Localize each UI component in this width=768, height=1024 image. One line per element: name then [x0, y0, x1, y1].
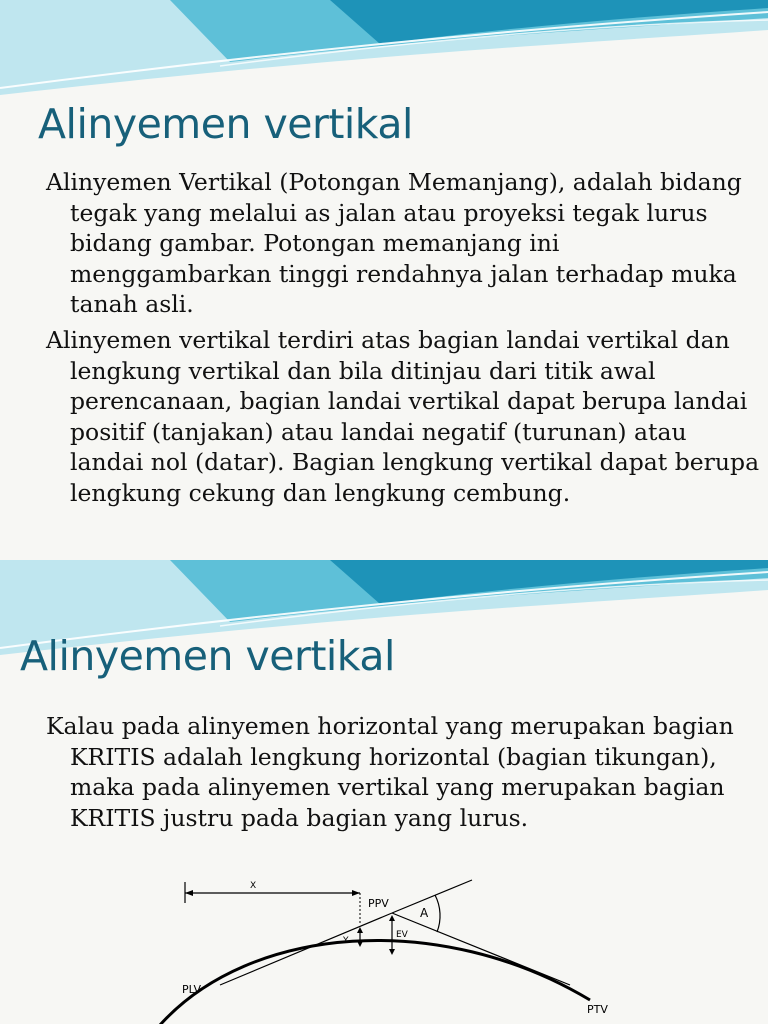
- tangent-right: [392, 913, 570, 985]
- slide-title: Alinyemen vertikal: [38, 100, 413, 148]
- label-plv: PLV: [182, 983, 202, 996]
- label-ev: EV: [396, 930, 408, 940]
- label-ppv: PPV: [368, 897, 389, 910]
- tangent-extension: [392, 880, 472, 913]
- label-y: Y: [343, 936, 349, 946]
- paragraph-definition: Alinyemen Vertikal (Potongan Memanjang), adalah bidang tegak yang melalui as jalan atau proyeksi tegak lurus bidang gambar. Potongan memanjang ini menggambarkan tinggi rendahnya jalan terhadap muka tanah asli.: [46, 168, 742, 318]
- label-ptv: PTV: [587, 1003, 608, 1016]
- paragraph-components: Alinyemen vertikal terdiri atas bagian landai vertikal dan lengkung vertikal dan bila ditinjau dari titik awal perencanaan, bagian landai vertikal dapat berupa landai positif (tanjakan) atau landai negatif (turunan) atau landai nol (datar). Bagian lengkung vertikal dapat berupa lengkung cekung dan lengkung cembung.: [46, 326, 760, 507]
- label-a: A: [420, 906, 429, 920]
- label-x: X: [250, 881, 257, 891]
- paragraph-critical: Kalau pada alinyemen horizontal yang merupakan bagian KRITIS adalah lengkung horizontal (bagian tikungan), maka pada alinyemen vertikal yang merupakan bagian KRITIS justru pada bagian yang lurus.: [46, 712, 734, 832]
- crest-curve: [160, 940, 590, 1024]
- tangent-left: [220, 913, 392, 985]
- vertical-curve-diagram: [150, 875, 630, 1024]
- slide-2: [0, 560, 768, 1024]
- angle-a-arc: [435, 895, 440, 932]
- wave-banner: [0, 0, 768, 95]
- slide-title: Alinyemen vertikal: [20, 632, 395, 680]
